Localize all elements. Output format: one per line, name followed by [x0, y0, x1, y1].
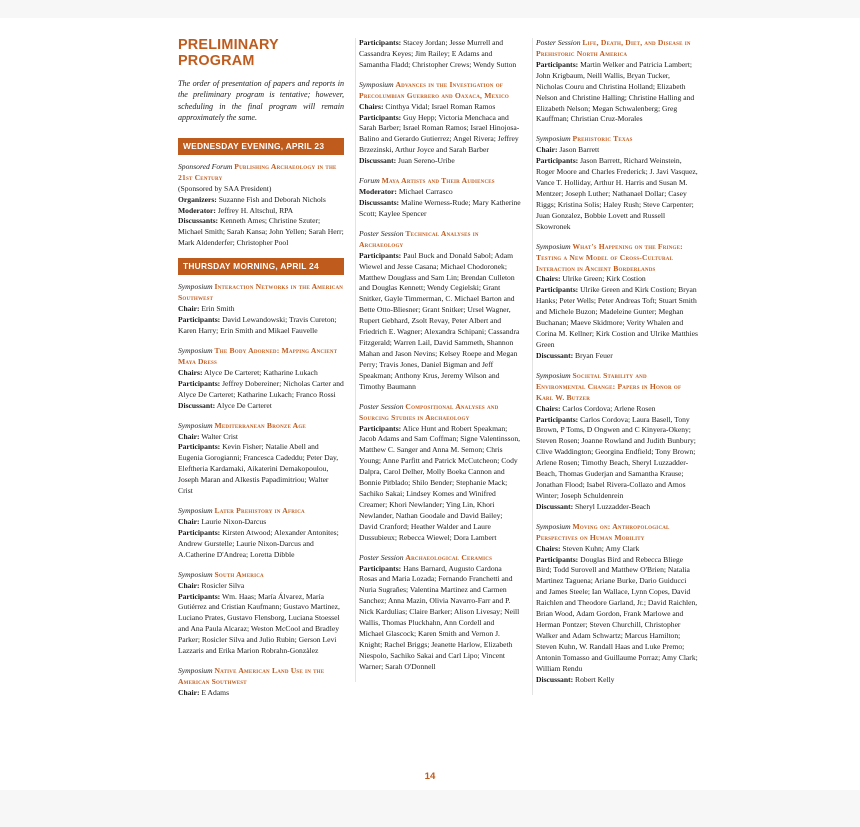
- column-2: [355, 38, 521, 682]
- column-1: [178, 38, 344, 708]
- entry-line: [178, 304, 344, 315]
- entry-session-type: Symposium: [536, 521, 571, 531]
- session-day-bar: WEDNESDAY EVENING, APRIL 23: [178, 138, 344, 155]
- entry-line-label: Chairs:: [536, 403, 561, 413]
- program-entry: [536, 522, 698, 686]
- entry-line-text: Laurie Nixon-Darcus: [199, 516, 267, 526]
- entry-line-text: Suzanne Fish and Deborah Nichols: [216, 194, 326, 204]
- entry-line: [178, 517, 344, 528]
- entry-heading: [359, 402, 521, 424]
- entry-session-type: Symposium: [536, 134, 571, 144]
- entry-heading: [178, 506, 344, 517]
- entry-session-title: Native American Land Use in the American Southwest: [178, 666, 325, 686]
- entry-line: [536, 415, 698, 502]
- entry-line-text: Douglas Bird and Rebecca Bliege Bird; Todd Surovell and Matthew O'Brien; Natalia Martinez Taguena; Ariane Burke, Dario Guiducci and James Steele; Ian Wallace, Lynn Copes, David Raichlen and Theodore Garland, Jr.; David Raichlen, Brian Wood, Adam Gordon, Frank Marlowe and Herman Pontzer; Steven Churchill, Christopher Walker and Adam Schwartz; Marcus Hamilton; Steven Kuhn, W. Randall Haas and Luke Premo; Antonin Tomasso and Guillaume Porraz; Amy Clark; William Rendu: [536, 554, 698, 673]
- entry-line-label: Discussant:: [178, 400, 216, 410]
- entry-line-text: Kirsten Atwood; Alexander Antonites; Andrew Gurstelle; Laurie Nixon-Darcus and A.Catherine D'Andrea; Loretta Dibble: [178, 527, 339, 559]
- entry-heading: [178, 421, 344, 432]
- entry-line: [359, 198, 521, 220]
- program-entry: [359, 176, 521, 220]
- entry-line-label: Discussants:: [359, 197, 400, 207]
- entry-session-type: Symposium: [178, 569, 213, 579]
- entry-session-type: Symposium: [536, 370, 571, 380]
- entry-line-label: Participants:: [178, 378, 221, 388]
- entry-line-label: Discussant:: [536, 501, 574, 511]
- entry-line: [536, 404, 698, 415]
- entry-line-label: Participants:: [178, 527, 221, 537]
- entry-line: [359, 187, 521, 198]
- column-3: [532, 38, 698, 695]
- program-entry: [178, 570, 344, 657]
- entry-line-text: E Adams: [199, 687, 230, 697]
- page-title: PRELIMINARY PROGRAM: [178, 37, 279, 69]
- entry-line-label: Participants:: [536, 156, 579, 166]
- entry-session-type: Poster Session: [536, 38, 581, 47]
- entry-heading: [359, 229, 521, 251]
- entry-session-title: Prehistoric Texas: [572, 134, 633, 144]
- entry-line-label: Participants:: [359, 38, 402, 47]
- entry-line-text: Juan Sereno-Uribe: [396, 156, 455, 166]
- entry-line-label: Moderator:: [178, 205, 216, 215]
- entry-line: [359, 156, 521, 167]
- entry-heading: [178, 570, 344, 581]
- entry-line: [178, 368, 344, 379]
- entry-line-label: Participants:: [359, 112, 402, 122]
- entry-line-text: Jason Barrett: [557, 145, 600, 155]
- entry-session-type: Symposium: [178, 666, 213, 676]
- entry-heading: [536, 522, 698, 544]
- entry-line-text: Wm. Haas; María Álvarez, María Gutiérrez and Cristian Kaufmann; Gustavo Martinez, Luciano Prates, Gustavo Flensborg, Luciana Stoessel and Ana Paula Alcaraz; Weston McCool and Bradley Parker; Rosicler Silva and Julio Rubin; Gerson Levi Lazzaris and Erika Marion Robrahn-Gonzàlez: [178, 591, 340, 656]
- session-day-bar: THURSDAY MORNING, APRIL 24: [178, 258, 344, 275]
- entry-line: [178, 184, 344, 195]
- program-entry: [359, 80, 521, 167]
- entry-line-text: Robert Kelly: [573, 674, 615, 684]
- entry-heading: [536, 134, 698, 145]
- entry-session-type: Forum: [359, 176, 380, 186]
- entry-session-title: What's Happening on the Fringe: Testing a New Model of Cross-Cultural Interaction in Ancient Borderlands: [536, 241, 683, 273]
- entry-line-text: Walter Crist: [199, 431, 238, 441]
- program-entry: [178, 282, 344, 337]
- entry-heading: [178, 162, 344, 184]
- entry-line-label: Chair:: [178, 516, 200, 526]
- entry-line-label: Participants:: [359, 250, 402, 260]
- entry-session-title: South America: [214, 569, 264, 579]
- entry-line-label: Participants:: [536, 285, 579, 295]
- entry-line-label: Chair:: [178, 304, 200, 314]
- entry-line: [359, 251, 521, 393]
- entry-line-text: Sheryl Luzzadder-Beach: [573, 501, 651, 511]
- entry-line: [359, 102, 521, 113]
- program-entry: [536, 242, 698, 362]
- page-number: 14: [424, 771, 436, 782]
- entry-line-text: Paul Buck and Donald Sabol; Adam Wiewel and Jesse Casana; Michael Chodoronek; Matthew Douglass and Sam Lin; Brendan Culleton and Douglas Kennett; Wendy Cegielski; Grant Snitker, Gayle Timmerman, C. Michael Barton and Bette Otto-Bliesner; Grant Snitker; Ursel Wagner, Rupert Gebhard, Zsolt Revay, Peter Albert and Friedrich E. Wagner; Alexandra Schipani; Cassandra Fitzgerald; Warren Lail, David Sammeth, Shannon Mahan and Jason Nevins; Kelsey Roepe and Megan Perry; Travis Jones, Daniel Bigman and Jeff Speakman; Anthony Krus, Jeremy Wilson and Timothy Baumann: [359, 250, 520, 391]
- entry-line-label: Discussant:: [359, 156, 397, 166]
- entry-line-label: Chair:: [536, 145, 558, 155]
- program-entry: [359, 38, 521, 71]
- entry-session-title: Publishing Archaeology in the 21st Century: [178, 161, 337, 182]
- entry-line-label: Chair:: [178, 431, 200, 441]
- entry-session-title: Advances in the Investigation of Precolumbian Guerrero and Oaxaca, Mexico: [359, 79, 510, 100]
- entry-line: [178, 315, 344, 337]
- entry-line: [536, 675, 698, 686]
- entry-line-text: Kevin Fisher; Natalie Abell and Eugenia Gorogianni; Francesca Cadeddu; Peter Day, Eleftheria Kardamaki, Aikaterini Demakopoulou, Joseph Maran and Alkestis Papadimitriou; Walter Crist: [178, 442, 339, 496]
- program-entry: [178, 162, 344, 249]
- entry-line-text: Carlos Cordova; Laura Basell, Tony Brown, P Toms, D Ongwen and C Kinyera-Okeny; Steven Rosen; Joanne Rowland and Judith Bunbury; Clive Waddington; Georgina Endfield; Tony Brown; Arlene Rosen; Timothy Beach, Sheryl Luzzadder-Beach, Thomas Guderjan and Samantha Krause; Jonathan Flood; Isabel Rivera-Collazo and Amos Winter; Joseph Schuldenrein: [536, 414, 696, 500]
- entry-line-text: Kenneth Ames; Christine Szuter; Michael Smith; Sarah Kansa; John Yellen; Sarah Herr; Mark Aldenderfer; Christopher Pool: [178, 216, 344, 248]
- entry-line: [178, 195, 344, 206]
- entry-line-label: Participants:: [359, 563, 402, 573]
- entry-line-label: Organizers:: [178, 194, 217, 204]
- entry-line-text: Alyce De Carteret; Katharine Lukach: [202, 367, 318, 377]
- entry-heading: [536, 38, 698, 60]
- entry-line-label: Chair:: [178, 580, 200, 590]
- entry-line-text: Jeffrey H. Altschul, RPA: [215, 205, 294, 215]
- entry-line: [536, 351, 698, 362]
- entry-session-title: Interaction Networks in the American Southwest: [178, 282, 344, 303]
- entry-line-label: Chair:: [178, 687, 200, 697]
- entry-session-type: Poster Session: [359, 552, 404, 562]
- entry-line-label: Participants:: [536, 414, 579, 424]
- entry-line: [536, 274, 698, 285]
- entry-session-title: Maya Artists and Their Audiences: [381, 176, 495, 186]
- entry-line-text: Steven Kuhn; Amy Clark: [560, 543, 640, 553]
- entry-line-text: (Sponsored by SAA President): [178, 183, 272, 193]
- entry-session-type: Symposium: [178, 346, 213, 356]
- entry-session-type: Symposium: [536, 241, 571, 251]
- entry-session-title: Moving on: Anthropological Perspectives on Human Mobility: [536, 521, 670, 542]
- entry-line-label: Chairs:: [178, 367, 203, 377]
- entry-line-label: Participants:: [178, 442, 221, 452]
- page-footer: [0, 766, 860, 784]
- entry-session-title: Mediterranean Bronze Age: [214, 420, 306, 430]
- entry-line: [536, 145, 698, 156]
- program-columns: [178, 38, 698, 764]
- entry-line-label: Discussant:: [536, 674, 574, 684]
- entry-line: [359, 424, 521, 544]
- entry-line-text: Cinthya Vidal; Israel Roman Ramos: [383, 101, 496, 111]
- entry-line-label: Participants:: [178, 591, 221, 601]
- entry-line-label: Discussants:: [178, 216, 219, 226]
- entry-line: [178, 442, 344, 497]
- entry-line: [178, 592, 344, 658]
- entry-line-text: David Lewandowski; Travis Cureton; Karen Harry; Erin Smith and Mikael Fauvelle: [178, 315, 337, 336]
- entry-session-title: Compositional Analyses and Sourcing Studies in Archaeology: [359, 401, 499, 422]
- entry-line-label: Chairs:: [536, 543, 561, 553]
- entry-session-title: Later Prehistory in Africa: [214, 506, 305, 516]
- entry-line-text: Stacey Jordan; Jesse Murrell and Cassandra Keyes; Jim Railey; E Adams and Samantha Fladd; Christopher Crews; Wendy Sutton: [359, 38, 517, 69]
- entry-line: [178, 379, 344, 401]
- entry-line-label: Participants:: [536, 554, 579, 564]
- entry-line: [178, 216, 344, 249]
- entry-session-type: Poster Session: [359, 401, 404, 411]
- entry-session-type: Symposium: [178, 506, 213, 516]
- program-intro-note: The order of presentation of papers and reports in the preliminary program is tentative; however, scheduling in the final program will remain approximately the same.: [178, 78, 344, 123]
- entry-line: [178, 581, 344, 592]
- entry-line: [178, 206, 344, 217]
- entry-session-title: Societal Stability and Environmental Change: Papers in Honor of Karl W. Butzer: [536, 370, 682, 402]
- entry-heading: [178, 346, 344, 368]
- entry-line-label: Participants:: [536, 59, 579, 69]
- program-entry: [178, 666, 344, 699]
- entry-line-text: Carlos Cordova; Arlene Rosen: [560, 403, 656, 413]
- program-entry: [359, 402, 521, 544]
- program-entry: [178, 506, 344, 561]
- entry-session-type: Symposium: [178, 420, 213, 430]
- entry-heading: [536, 371, 698, 404]
- entry-heading: [359, 553, 521, 564]
- entry-line-text: Guy Hepp; Victoria Menchaca and Sarah Barber; Israel Roman Ramos; Israel Hinojosa-Balino and Gerardo Gutierrez; Angel Rivera; Jeffrey Brzezinski, Arthur Joyce and Sarah Barber: [359, 112, 520, 155]
- entry-session-type: Symposium: [359, 79, 394, 89]
- entry-line: [178, 528, 344, 561]
- program-entry: [359, 553, 521, 673]
- entry-line: [536, 156, 698, 232]
- entry-session-type: Poster Session: [359, 228, 404, 238]
- program-entry: [359, 229, 521, 393]
- entry-line: [359, 564, 521, 673]
- entry-line: [536, 555, 698, 675]
- entry-heading: [359, 176, 521, 187]
- entry-line-label: Discussant:: [536, 350, 574, 360]
- entry-line-text: Jason Barrett, Richard Weinstein, Roger Moore and Charles Frederick; J. Javi Vasquez, Vance T. Holliday, Arthur H. Harris and Susan M. Mentzer; Joseph Luther; Nathanael Dollar; Casey Riggs; Kristina Solis; Haley Rush; Steve Carpenter; Juan Gonzalez, Bobbie Lovett and Russell Skowronek: [536, 156, 698, 231]
- program-entry: [178, 421, 344, 497]
- entry-line: [536, 285, 698, 351]
- program-entry: [536, 371, 698, 513]
- program-entry: [536, 38, 698, 125]
- entry-session-title: The Body Adorned: Mapping Ancient Maya Dress: [178, 346, 338, 366]
- program-entry: [178, 346, 344, 412]
- entry-line-text: Hans Barnard, Augusto Cardona Rosas and Maria Lozada; Fernando Franchetti and Nuria Sugrañes; Valentina Martinez and Carmen Sanchez; Anna Mazin, Olivia Navarro-Farr and P. Nick Kardulias; Claire Barker; Alison Livesay; Neill Wallis, Thomas Pluckhahn, Ann Cordell and Michael Glascock; Karen Smith and Vernon J. Knight; Rachel Briggs; Jeanette Harlow, Elizabeth Niespolo, Sachiko Sakai and Carl Lipo; Vincent Warner; Sarah O'Donnell: [359, 563, 520, 671]
- entry-session-type: Sponsored Forum: [178, 161, 233, 171]
- entry-line-text: Martin Welker and Patricia Lambert; John Krigbaum, Neill Wallis, Bryan Tucker, Nicholas Couru and Christina Holland; Elizabeth Nelson and Christine Halling; Christine Halling and Elizabeth Nelson; Megan Schwalenberg; Greg Kauffman; Christian Cruz-Morales: [536, 59, 695, 124]
- entry-line: [536, 544, 698, 555]
- entry-heading: [536, 242, 698, 275]
- entry-heading: [178, 666, 344, 688]
- entry-line: [178, 401, 344, 412]
- entry-line: [359, 38, 521, 71]
- entry-session-title: Archaeological Ceramics: [405, 552, 493, 562]
- entry-line-text: Alice Hunt and Robert Speakman; Jacob Adams and Sam Coffman; Signe Valentinsson, Matthew C. Sanger and Anna M. Semon; Chris Young; Anne Parfitt and Patrick McCutcheon; Cody Dalpra, Carol Delher, Molly Boeka Cannon and Bonnie Pitblado; Shilo Bender; Stephanie Mack; Sachiko Sakai; Lindsey Komes and Winifred Creamer; Khori Newlander; Ying Lin, Khori Newlander, Nathan Goodale and David Bailey; David Cranford; Heather Walder and Laure Dussubieux; Rebecca Wiewel; Dora Lambert: [359, 423, 521, 542]
- entry-line-label: Chairs:: [536, 274, 561, 284]
- entry-line-text: Alyce De Carteret: [215, 400, 272, 410]
- entry-line-text: Maline Werness-Rude; Mary Katherine Scott; Kaylee Spencer: [359, 197, 521, 218]
- entry-line: [178, 688, 344, 699]
- entry-line: [178, 432, 344, 443]
- entry-line-label: Moderator:: [359, 187, 397, 197]
- entry-line-text: Jeffrey Dobereiner; Nicholas Carter and Alyce De Carteret; Katharine Lukach; Franco Rossi: [178, 378, 344, 399]
- entry-line-text: Ulrike Green and Kirk Costion; Bryan Hanks; Peter Wells; Peter Andreas Toft; Stuart Smith and Michele Buzon; Madeleine Gunter; Meghan Buchanan; Maeve Skidmore; Verity Whalen and Corina M. Kellner; Kirk Costion and Ulrike Matthies Green: [536, 285, 698, 349]
- entry-line: [536, 502, 698, 513]
- entry-line-text: Ulrike Green; Kirk Costion: [560, 274, 646, 284]
- entry-line-label: Chairs:: [359, 101, 384, 111]
- page-sheet: [0, 18, 860, 790]
- entry-line-text: Erin Smith: [199, 304, 235, 314]
- entry-line-text: Michael Carrasco: [396, 187, 453, 197]
- program-entry: [536, 134, 698, 232]
- entry-session-title: Life, Death, Diet, and Disease in Prehistoric North America: [536, 38, 691, 58]
- entry-session-type: Symposium: [178, 282, 213, 292]
- entry-line-text: Bryan Feuer: [573, 350, 613, 360]
- entry-line-text: Rosicler Silva: [199, 580, 245, 590]
- entry-session-title: Technical Analyses in Archaeology: [359, 228, 479, 249]
- entry-line: [359, 113, 521, 157]
- entry-line-label: Participants:: [178, 315, 221, 325]
- entry-line: [536, 60, 698, 126]
- entry-line-label: Participants:: [359, 423, 402, 433]
- entry-heading: [178, 282, 344, 304]
- entry-heading: [359, 80, 521, 102]
